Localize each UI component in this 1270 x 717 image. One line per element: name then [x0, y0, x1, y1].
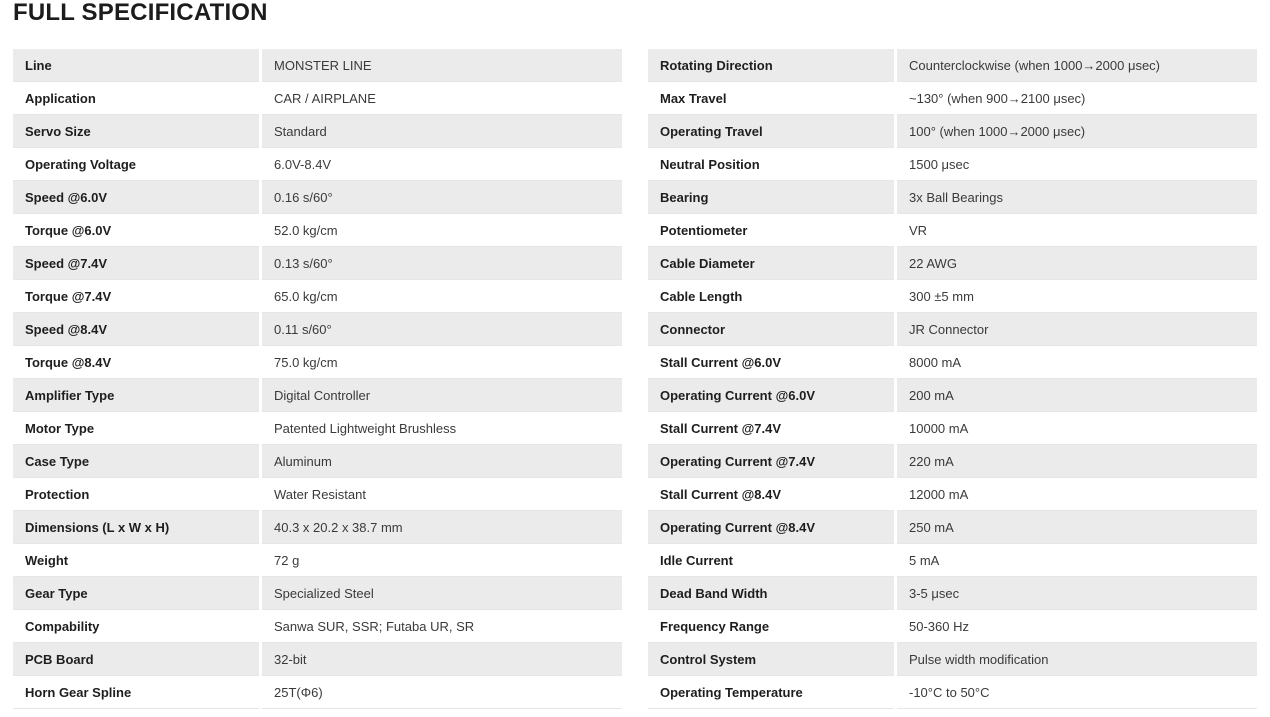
spec-value: Sanwa SUR, SSR; Futaba UR, SR: [262, 610, 622, 643]
spec-label: Potentiometer: [648, 214, 894, 247]
spec-value: 75.0 kg/cm: [262, 346, 622, 379]
spec-row: [13, 346, 622, 379]
spec-row: [13, 82, 622, 115]
spec-label: Cable Length: [648, 280, 894, 313]
spec-value: 300 ±5 mm: [897, 280, 1257, 313]
spec-row: [13, 511, 622, 544]
spec-value: 0.11 s/60°: [262, 313, 622, 346]
spec-value: Counterclockwise (when 1000→2000 μsec): [897, 49, 1257, 82]
spec-row: [13, 610, 622, 643]
spec-row: [13, 115, 622, 148]
spec-row: [13, 478, 622, 511]
spec-row: [648, 214, 1257, 247]
spec-label: Compability: [13, 610, 259, 643]
spec-row: [648, 643, 1257, 676]
spec-value: 0.16 s/60°: [262, 181, 622, 214]
spec-row: [648, 115, 1257, 148]
spec-row: [13, 214, 622, 247]
spec-label: Servo Size: [13, 115, 259, 148]
spec-label: Speed @7.4V: [13, 247, 259, 280]
spec-label: Protection: [13, 478, 259, 511]
spec-label: Speed @6.0V: [13, 181, 259, 214]
spec-label: Frequency Range: [648, 610, 894, 643]
spec-label: Line: [13, 49, 259, 82]
spec-value: 3-5 μsec: [897, 577, 1257, 610]
spec-value: Patented Lightweight Brushless: [262, 412, 622, 445]
spec-value: 40.3 x 20.2 x 38.7 mm: [262, 511, 622, 544]
spec-value: 6.0V-8.4V: [262, 148, 622, 181]
spec-value: 50-360 Hz: [897, 610, 1257, 643]
spec-row: [648, 577, 1257, 610]
spec-value: 12000 mA: [897, 478, 1257, 511]
spec-label: Amplifier Type: [13, 379, 259, 412]
spec-row: [648, 82, 1257, 115]
spec-label: Application: [13, 82, 259, 115]
spec-row: [13, 247, 622, 280]
spec-row: [648, 379, 1257, 412]
spec-value: MONSTER LINE: [262, 49, 622, 82]
spec-label: Torque @6.0V: [13, 214, 259, 247]
spec-label: Max Travel: [648, 82, 894, 115]
spec-row: [648, 610, 1257, 643]
spec-row: [648, 445, 1257, 478]
spec-row: [648, 280, 1257, 313]
spec-row: [648, 478, 1257, 511]
spec-value: Standard: [262, 115, 622, 148]
spec-label: Speed @8.4V: [13, 313, 259, 346]
spec-table-left: [13, 49, 622, 709]
spec-value: JR Connector: [897, 313, 1257, 346]
spec-label: PCB Board: [13, 643, 259, 676]
spec-row: [13, 379, 622, 412]
spec-value: Pulse width modification: [897, 643, 1257, 676]
spec-value: 3x Ball Bearings: [897, 181, 1257, 214]
spec-value: 32-bit: [262, 643, 622, 676]
spec-row: [13, 148, 622, 181]
spec-value: 65.0 kg/cm: [262, 280, 622, 313]
spec-label: Bearing: [648, 181, 894, 214]
spec-value: 22 AWG: [897, 247, 1257, 280]
spec-value: Water Resistant: [262, 478, 622, 511]
spec-row: [13, 544, 622, 577]
spec-label: Dead Band Width: [648, 577, 894, 610]
spec-value: Aluminum: [262, 445, 622, 478]
spec-value: -10°C to 50°C: [897, 676, 1257, 709]
spec-label: Case Type: [13, 445, 259, 478]
spec-row: [648, 412, 1257, 445]
spec-label: Operating Voltage: [13, 148, 259, 181]
spec-row: [648, 511, 1257, 544]
spec-row: [13, 49, 622, 82]
spec-row: [648, 544, 1257, 577]
spec-label: Operating Current @6.0V: [648, 379, 894, 412]
spec-value: 1500 μsec: [897, 148, 1257, 181]
spec-label: Operating Current @8.4V: [648, 511, 894, 544]
spec-row: [648, 49, 1257, 82]
spec-label: Idle Current: [648, 544, 894, 577]
spec-value: 72 g: [262, 544, 622, 577]
spec-value: 0.13 s/60°: [262, 247, 622, 280]
spec-row: [13, 313, 622, 346]
spec-label: Motor Type: [13, 412, 259, 445]
spec-label: Stall Current @8.4V: [648, 478, 894, 511]
spec-label: Dimensions (L x W x H): [13, 511, 259, 544]
spec-value: 250 mA: [897, 511, 1257, 544]
spec-value: ~130° (when 900→2100 μsec): [897, 82, 1257, 115]
spec-row: [13, 412, 622, 445]
spec-label: Rotating Direction: [648, 49, 894, 82]
spec-row: [648, 148, 1257, 181]
spec-label: Operating Current @7.4V: [648, 445, 894, 478]
spec-value: VR: [897, 214, 1257, 247]
spec-label: Operating Temperature: [648, 676, 894, 709]
spec-label: Torque @7.4V: [13, 280, 259, 313]
spec-value: 10000 mA: [897, 412, 1257, 445]
spec-row: [648, 676, 1257, 709]
spec-row: [13, 676, 622, 709]
spec-label: Cable Diameter: [648, 247, 894, 280]
spec-row: [648, 247, 1257, 280]
spec-label: Operating Travel: [648, 115, 894, 148]
spec-row: [13, 280, 622, 313]
spec-value: 100° (when 1000→2000 μsec): [897, 115, 1257, 148]
spec-label: Horn Gear Spline: [13, 676, 259, 709]
spec-row: [13, 577, 622, 610]
spec-label: Torque @8.4V: [13, 346, 259, 379]
spec-value: 220 mA: [897, 445, 1257, 478]
spec-row: [13, 445, 622, 478]
spec-row: [13, 643, 622, 676]
spec-value: CAR / AIRPLANE: [262, 82, 622, 115]
spec-row: [13, 181, 622, 214]
spec-value: Digital Controller: [262, 379, 622, 412]
spec-label: Connector: [648, 313, 894, 346]
spec-row: [648, 346, 1257, 379]
spec-label: Neutral Position: [648, 148, 894, 181]
spec-label: Control System: [648, 643, 894, 676]
spec-value: 25T(Φ6): [262, 676, 622, 709]
spec-row: [648, 313, 1257, 346]
spec-row: [648, 181, 1257, 214]
spec-label: Gear Type: [13, 577, 259, 610]
spec-label: Stall Current @6.0V: [648, 346, 894, 379]
spec-label: Stall Current @7.4V: [648, 412, 894, 445]
spec-value: 52.0 kg/cm: [262, 214, 622, 247]
spec-value: 5 mA: [897, 544, 1257, 577]
spec-label: Weight: [13, 544, 259, 577]
page-title: FULL SPECIFICATION: [13, 0, 268, 26]
spec-table-right: [648, 49, 1257, 709]
spec-value: Specialized Steel: [262, 577, 622, 610]
spec-value: 200 mA: [897, 379, 1257, 412]
spec-value: 8000 mA: [897, 346, 1257, 379]
